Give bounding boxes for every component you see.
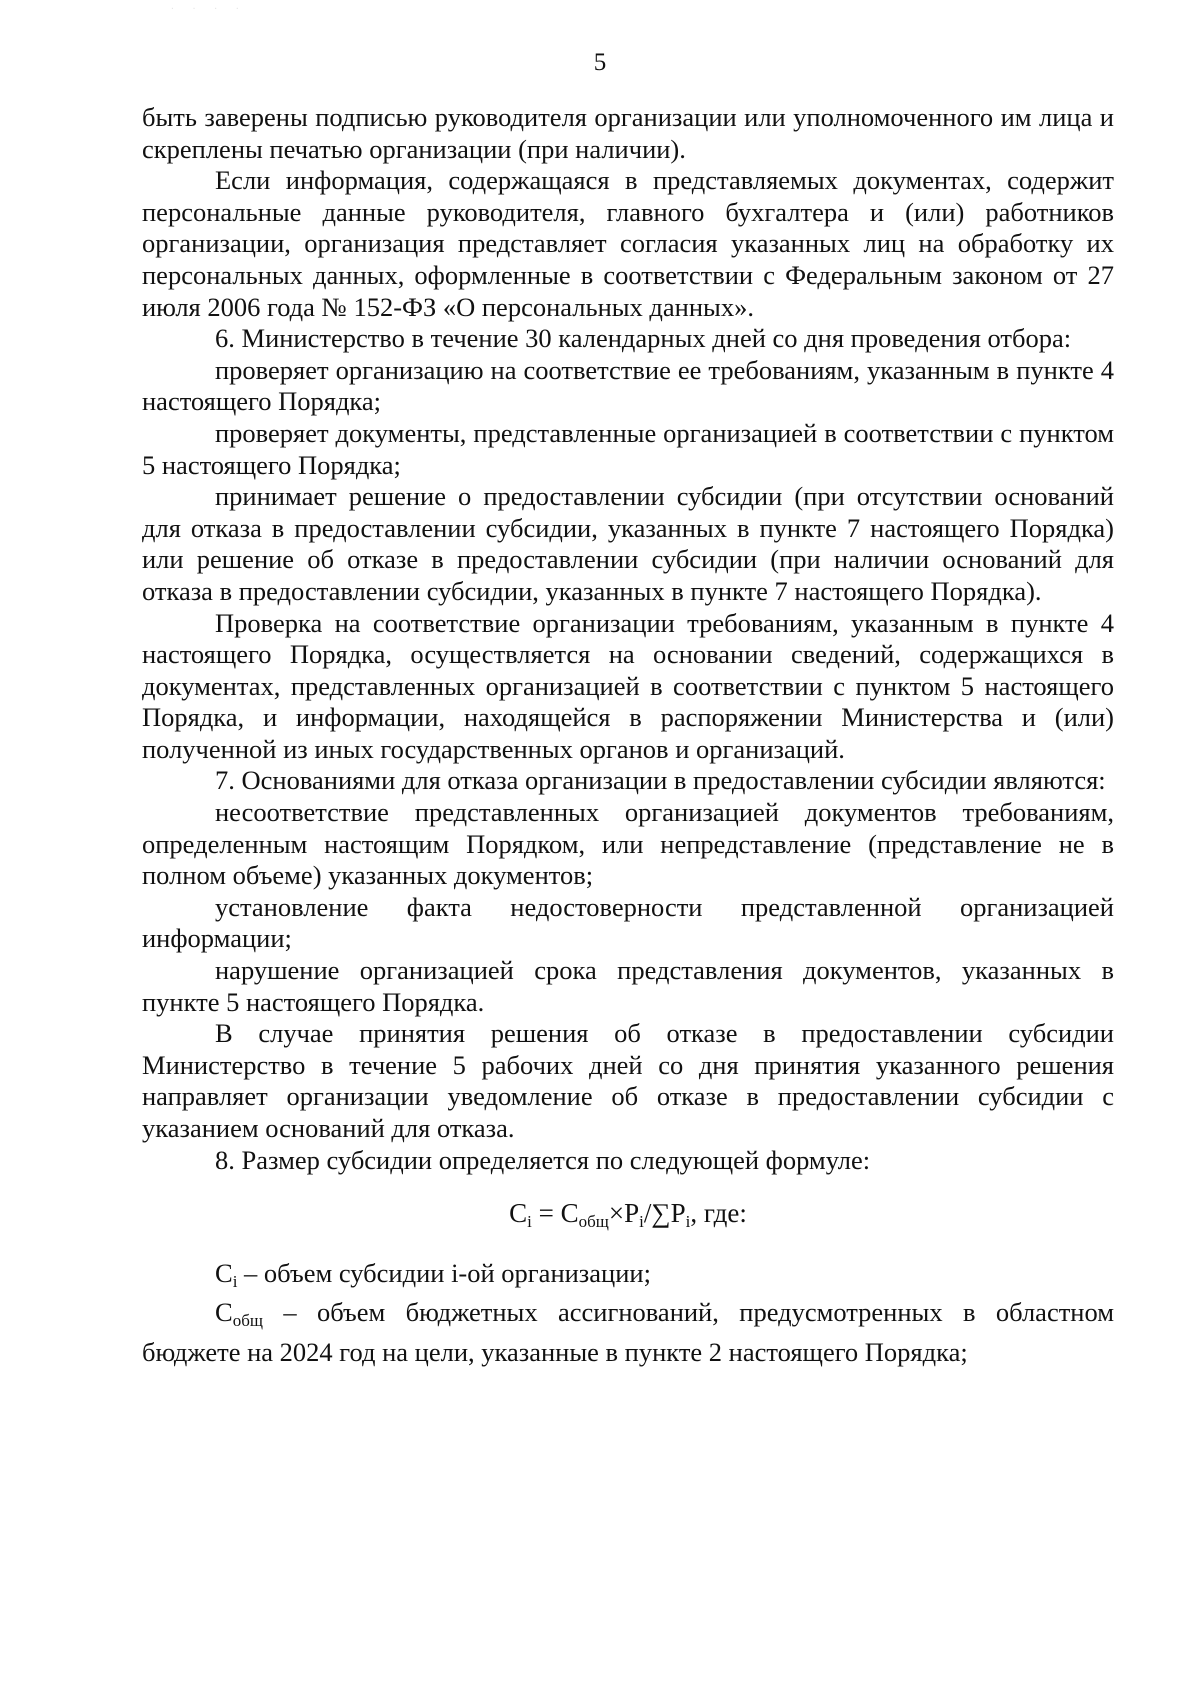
formula-sum-p: /∑P bbox=[643, 1198, 686, 1229]
paragraph-check-organization: проверяет организацию на соответствие ее требованиям, указанным в пункте 4 настоящего Порядка; bbox=[142, 354, 1114, 417]
definition-ctotal-symbol: C bbox=[215, 1297, 233, 1328]
formula-p-sub: i bbox=[639, 1212, 644, 1232]
definition-ci-symbol: C bbox=[215, 1257, 233, 1288]
paragraph-unreliability: установление факта недостоверности представленной организацией информации; bbox=[142, 891, 1114, 954]
definition-ctotal-symbol-sub: общ bbox=[232, 1311, 263, 1331]
paragraph-continuation: быть заверены подписью руководителя организации или уполномоченного им лица и скреплены печатью организации (при наличии). bbox=[142, 102, 1114, 164]
subsidy-formula bbox=[142, 1198, 1114, 1238]
paragraph-item-7: 7. Основаниями для отказа организации в предоставлении субсидии являются: bbox=[215, 765, 1106, 796]
formula-c-total: C bbox=[560, 1198, 579, 1229]
paragraph-decision: принимает решение о предоставлении субсидии (при отсутствии оснований для отказа в предоставлении субсидии, указанных в пункте 7 настоящего Порядка) или решение об отказе в предоставлении субсидии (при наличии оснований для отказа в предоставлении субсидии, указанных в пункте 7 настоящего Порядка). bbox=[142, 481, 1114, 606]
definition-ci bbox=[142, 1258, 1114, 1298]
paragraph-personal-data: Если информация, содержащаяся в представляемых документах, содержит персональные данные руководителя, главного бухгалтера и (или) работников организации, организация представляет согласия указанных лиц на обработку их персональных данных, оформленные в соответствии с Федеральным законом от 27 июля 2006 года № 152-ФЗ «О персональных данных». bbox=[142, 165, 1114, 322]
paragraph-verification: Проверка на соответствие организации требованиям, указанным в пункте 4 настоящего Порядка, осуществляется на основании сведений, содержащихся в документах, представленных организацией в соответствии с пунктом 5 настоящего Порядка, и информации, находящейся в распоряжении Министерства и (или) полученной из иных государственных органов и организаций. bbox=[142, 607, 1114, 764]
definition-ctotal-text: – объем бюджетных ассигнований, предусмотренных в областном бюджете на 2024 год на цели, указанные в пункте 2 настоящего Порядка; bbox=[142, 1297, 1114, 1367]
paragraph-item-8: 8. Размер субсидии определяется по следующей формуле: bbox=[215, 1144, 871, 1175]
definition-ctotal bbox=[142, 1297, 1114, 1368]
formula-c-total-sub: общ bbox=[578, 1212, 609, 1232]
paragraph-refusal-notice: В случае принятия решения об отказе в предоставлении субсидии Министерство в течение 5 рабочих дней со дня принятия указанного решения направляет организации уведомление об отказе в предоставлении субсидии с указанием оснований для отказа. bbox=[142, 1018, 1114, 1143]
formula-sum-p-sub: i bbox=[685, 1212, 691, 1232]
paragraph-nonconformity: несоответствие представленных организацией документов требованиям, определенным настоящим Порядком, или непредставление (представление не в полном объеме) указанных документов; bbox=[142, 797, 1114, 891]
document-body bbox=[142, 102, 1114, 1369]
paragraph-deadline-violation: нарушение организацией срока представления документов, указанных в пункте 5 настоящего Порядка. bbox=[142, 955, 1114, 1017]
formula-eq: = bbox=[531, 1198, 561, 1229]
formula-c: C bbox=[509, 1198, 528, 1229]
formula-times-p: ×P bbox=[608, 1198, 640, 1229]
scan-artifact: · · · · bbox=[170, 4, 246, 13]
page-number: 5 bbox=[593, 49, 607, 76]
paragraph-check-documents: проверяет документы, представленные организацией в соответствии с пунктом 5 настоящего Порядка; bbox=[142, 417, 1114, 480]
formula-c-sub: i bbox=[527, 1212, 532, 1232]
definition-ci-symbol-sub: i bbox=[232, 1271, 238, 1291]
definition-ci-text: – объем субсидии i-ой организации; bbox=[237, 1257, 651, 1288]
paragraph-item-6: 6. Министерство в течение 30 календарных дней со дня проведения отбора: bbox=[215, 323, 1072, 354]
formula-tail: , где: bbox=[690, 1198, 747, 1229]
